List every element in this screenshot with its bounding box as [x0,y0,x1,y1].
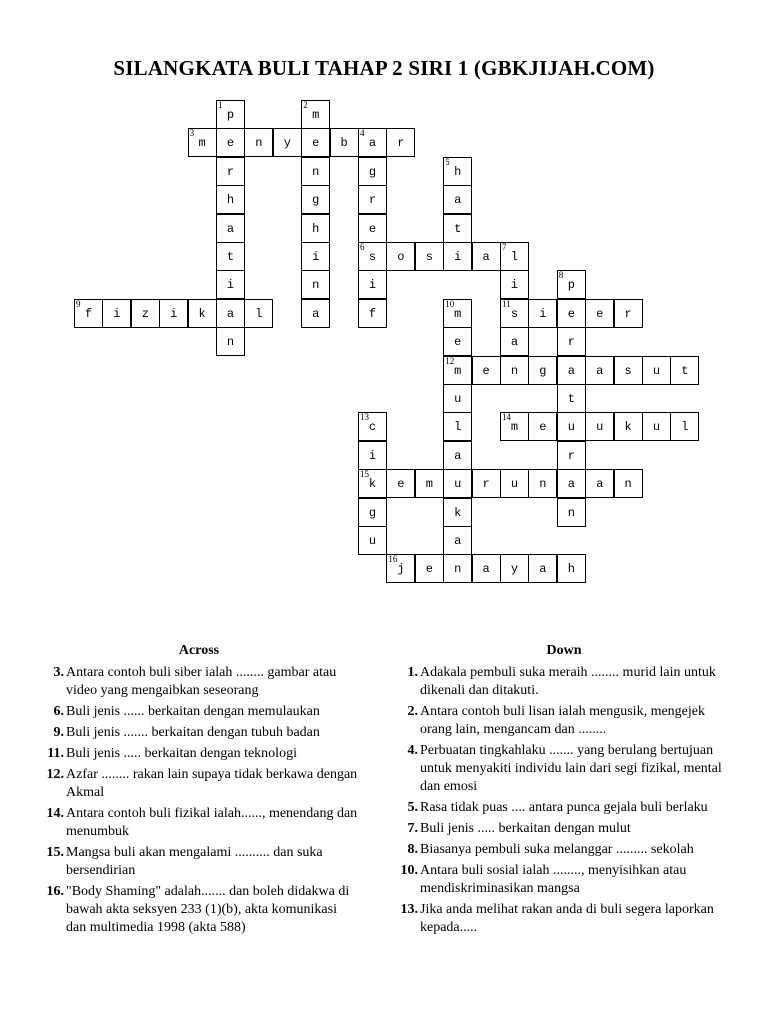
grid-cell [301,100,330,129]
cell-letter: u [567,420,575,435]
cell-letter: a [482,250,490,264]
cell-letter: n [624,477,632,492]
clue-item [394,841,734,859]
grid-cell [443,441,472,470]
cell-letter: g [368,164,377,179]
grid-cell [415,242,444,271]
cell-letter: e [539,420,547,435]
cell-letter: m [312,108,320,122]
grid-cell [557,356,586,385]
grid-cell [557,469,586,498]
grid-cell [301,299,330,328]
grid-cell [216,299,245,328]
clue-number: 2 [303,100,308,110]
cell-letter: g [312,193,320,208]
cell-letter: h [454,164,462,179]
cell-letter: n [539,477,547,492]
grid-cell [500,356,529,385]
grid-cell [500,469,529,498]
page-title: SILANGKATA BULI TAHAP 2 SIRI 1 (GBKJIJAH.COM) [113,56,655,80]
clue-item [40,805,358,841]
grid-cell [216,185,245,214]
clue-item [40,664,358,700]
grid-cell [500,299,529,328]
cell-letter: a [510,335,519,350]
clue-number: 12 [445,355,455,366]
grid-cell [557,441,586,470]
cell-letter: l [255,306,263,321]
grid-cell [244,299,273,328]
grid-cell [301,185,330,214]
cell-letter: c [368,420,377,435]
clue-item [40,724,358,742]
clue-item [394,742,734,796]
grid-cell [614,356,643,385]
cell-letter: o [397,250,405,264]
clue-number: 7 [502,242,507,252]
cell-letter: a [312,306,320,321]
grid-cell [557,270,586,299]
grid-cell [500,242,529,271]
grid-cell [301,128,330,157]
cell-letter: m [198,136,206,151]
clue-item-text: Jika anda melihat rakan anda di buli segera laporkan kepada..... [420,902,714,935]
cell-letter: u [596,420,604,435]
cell-letter: z [141,306,149,321]
cell-letter: n [312,278,320,293]
cell-letter: e [226,136,235,151]
clue-item [394,703,734,739]
grid-cell [472,242,501,271]
clue-item [394,901,734,937]
grid-cell [358,498,387,527]
grid-cell [131,299,160,328]
clue-item-number: 12. [46,767,64,782]
clue-item-text: Antara contoh buli siber ialah ........ gambar atau video yang mengaibkan seseorang [66,665,337,698]
grid-cell [500,554,529,583]
grid-cell [358,157,387,186]
grid-cell [159,299,188,328]
grid-cell [443,412,472,441]
grid-cell [358,214,387,243]
grid-cell [500,270,529,299]
cell-letter: n [226,335,235,350]
grid-cell [358,242,387,271]
cell-letter: p [567,278,575,293]
grid-cell [358,299,387,328]
clue-number: 16 [388,554,398,565]
cell-letter: y [510,562,519,577]
grid-cell [358,270,387,299]
cell-letter: e [482,363,490,378]
clue-number: 6 [360,242,365,252]
cell-letter: a [539,562,547,577]
cell-letter: a [567,477,575,492]
clue-item-text: Azfar ........ rakan lain supaya tidak berkawa dengan Akmal [66,767,358,800]
cell-letter: u [652,363,661,378]
grid-cell [216,242,245,271]
down-heading: Down [546,643,582,658]
grid-cell [528,356,557,385]
grid-cell [301,242,330,271]
cell-letter: s [425,250,433,264]
cell-letter: s [510,306,519,321]
clue-number: 3 [189,128,195,139]
clue-item [40,844,358,880]
clue-number: 1 [218,100,223,110]
cell-letter: a [454,193,462,208]
grid-cell [557,554,586,583]
grid-cell [188,299,217,328]
cell-letter: t [681,363,689,378]
clue-item-number: 15. [46,845,64,860]
clue-number: 4 [360,128,365,139]
cell-letter: h [567,562,575,577]
cell-letter: l [681,420,689,435]
down-clues [394,642,734,940]
clue-item-text: Buli jenis ..... berkaitan dengan teknologi [66,746,297,761]
clue-item-number: 13. [400,902,418,917]
cell-letter: e [425,562,433,577]
cell-letter: p [226,108,235,122]
clue-item-number: 6. [53,704,64,719]
cell-letter: u [454,392,462,406]
grid-cell [670,412,699,441]
clue-item-text: Antara contoh buli fizikal ialah......, menendang dan menumbuk [66,806,358,839]
grid-cell [386,128,415,157]
down-clue-list [394,664,734,937]
cell-letter: a [567,363,575,378]
grid-cell [614,469,643,498]
grid-cell [301,214,330,243]
grid-cell [557,498,586,527]
cell-letter: i [539,306,547,321]
cell-letter: g [539,363,547,378]
cell-letter: s [624,363,632,378]
cell-letter: u [454,477,462,492]
clue-item [40,703,358,721]
grid-cell [443,327,472,356]
clue-item-text: Buli jenis ..... berkaitan dengan mulut [420,821,631,836]
across-clue-list [40,664,358,937]
clue-item-number: 5. [407,800,418,815]
clue-number: 11 [502,298,511,309]
cell-letter: n [567,505,575,520]
grid-cell [528,412,557,441]
grid-cell [443,214,472,243]
grid-cell [244,128,273,157]
grid-cell [443,526,472,555]
clue-item-text: Biasanya pembuli suka melanggar ......... sekolah [420,842,694,857]
grid-cell [386,554,415,583]
cell-letter: n [510,363,519,378]
grid-cell [585,412,614,441]
clue-item-number: 16. [46,884,64,899]
grid-cell [301,270,330,299]
grid-cell [358,185,387,214]
cell-letter: e [454,335,462,350]
grid-cell [443,469,472,498]
grid-cell [216,214,245,243]
cell-letter: k [198,306,206,321]
cell-letter: u [368,534,377,548]
clue-item [40,766,358,802]
grid-cell [557,384,586,413]
clue-item [394,862,734,898]
clue-item-number: 14. [46,806,64,821]
grid-cell [358,469,387,498]
grid-cell [642,412,671,441]
cell-letter: i [368,448,377,463]
cell-letter: r [624,306,632,321]
cell-letter: a [226,306,235,321]
clue-item-number: 2. [407,704,418,719]
clue-number: 13 [360,412,369,423]
grid-cell [443,157,472,186]
grid-cell [642,356,671,385]
clue-number: 14 [502,412,511,423]
cell-letter: i [113,306,121,321]
clue-number: 9 [76,298,81,309]
clue-item [394,820,734,838]
cell-letter: i [170,306,178,321]
clue-item [394,664,734,700]
cell-letter: a [482,562,490,577]
cell-letter: j [397,562,405,577]
cell-letter: u [510,477,519,492]
cell-letter: e [567,306,575,321]
grid-cell [443,299,472,328]
cell-letter: i [454,250,462,264]
clue-number: 8 [558,270,564,281]
grid-cell [74,299,103,328]
grid-cell [216,327,245,356]
clue-item-number: 3. [53,665,64,680]
grid-cell [102,299,131,328]
clue-item [394,799,734,817]
cell-letter: a [368,136,377,151]
clue-number: 5 [445,156,450,167]
clue-item-text: Buli jenis ...... berkaitan dengan memulaukan [66,704,320,719]
grid-cell [358,526,387,555]
grid-cell [188,128,217,157]
clue-item-text: Rasa tidak puas .... antara punca gejala buli berlaku [420,800,708,815]
cell-letter: r [368,193,377,208]
clue-item-text: Antara buli sosial ialah ........, menyisihkan atau mendiskriminasikan mangsa [420,863,687,896]
grid-cell [415,469,444,498]
clue-number: 10 [445,298,455,309]
cell-letter: h [226,193,235,208]
grid-cell [443,242,472,271]
grid-cell [386,469,415,498]
grid-cell [358,128,387,157]
cell-letter: f [84,306,93,321]
across-clues [40,642,358,940]
cell-letter: k [368,477,377,492]
cell-letter: i [368,278,377,293]
grid-cell [358,412,387,441]
grid-cell [301,157,330,186]
cell-letter: g [368,505,377,520]
cell-letter: m [454,306,462,321]
cell-letter: y [283,136,291,151]
cell-letter: t [226,250,235,264]
clue-item-text: Perbuatan tingkahlaku ....... yang berulang bertujuan untuk menyakiti individu lain dari segi fizikal, mental dan emosi [420,743,722,794]
grid-cell [443,185,472,214]
grid-cell [443,554,472,583]
grid-cell [528,299,557,328]
cell-letter: n [454,562,462,577]
grid-cell [273,128,302,157]
cell-letter: s [368,250,377,264]
grid-cell [557,299,586,328]
cell-letter: k [454,505,462,520]
cell-letter: t [454,221,462,236]
cell-letter: i [510,278,519,293]
grid-cell [528,554,557,583]
clue-number: 15 [360,469,369,480]
grid-cell [472,356,501,385]
cell-letter: h [312,221,320,236]
cell-letter: e [397,477,405,492]
clue-item [40,745,358,763]
grid-cell [216,100,245,129]
grid-cell [585,469,614,498]
grid-cell [614,412,643,441]
cell-letter: r [397,136,405,151]
clue-item-number: 9. [53,725,64,740]
clue-item-number: 8. [407,842,418,857]
clue-item-number: 4. [407,743,418,758]
cell-letter: r [567,335,575,350]
grid-cell [585,299,614,328]
grid-cell [500,327,529,356]
grid-cell [330,128,359,157]
cell-letter: r [226,164,235,179]
grid-cell [472,554,501,583]
cell-letter: m [454,363,462,378]
grid-cell [528,469,557,498]
clue-item [40,883,358,937]
grid-cell [386,242,415,271]
grid-cell [216,270,245,299]
cell-letter: l [510,250,519,264]
cell-letter: f [368,306,377,321]
cell-letter: e [596,306,604,321]
cell-letter: a [596,363,604,378]
across-heading: Across [178,643,220,658]
clue-item-number: 7. [407,821,418,836]
clue-item-text: "Body Shaming" adalah....... dan boleh didakwa di bawah akta seksyen 233 (1)(b), akta komunikasi dan multimedia 1998 (akta 588) [66,884,350,935]
clue-item-number: 1. [407,665,418,680]
cell-letter: b [340,136,348,151]
clue-item-text: Adakala pembuli suka meraih ........ murid lain untuk dikenali dan ditakuti. [420,665,716,698]
cell-letter: n [312,164,320,179]
grid-cell [585,356,614,385]
clue-item-number: 10. [400,863,418,878]
cell-letter: a [226,221,235,236]
cell-letter: t [567,392,575,406]
cell-letter: m [510,420,519,435]
clue-item-text: Antara contoh buli lisan ialah mengusik, mengejek orang lain, mengancam dan ........ [420,704,705,737]
cell-letter: r [482,477,490,492]
cell-letter: e [312,136,320,151]
grid-cell [557,327,586,356]
grid-cell [415,554,444,583]
grid-cell [216,128,245,157]
cell-letter: r [567,448,575,463]
grid-cell [500,412,529,441]
clue-item-text: Buli jenis ....... berkaitan dengan tubuh badan [66,725,320,740]
cell-letter: a [454,448,462,463]
grid-cell [216,157,245,186]
cell-letter: i [312,250,320,264]
grid-cell [443,356,472,385]
cell-letter: u [652,420,661,435]
cell-letter: i [226,278,235,293]
grid-cell [472,469,501,498]
grid-cell [443,384,472,413]
cell-letter: k [624,420,632,435]
cell-letter: e [368,221,377,236]
cell-letter: a [596,477,604,492]
clue-item-number: 11. [47,746,64,761]
grid-cell [358,441,387,470]
grid-cell [614,299,643,328]
grid-cell [557,412,586,441]
cell-letter: m [425,477,433,492]
clue-item-text: Mangsa buli akan mengalami .......... dan suka bersendirian [66,845,323,878]
grid-cell [443,498,472,527]
cell-letter: n [255,136,263,151]
cell-letter: a [454,534,462,548]
cell-letter: l [454,420,462,435]
grid-cell [670,356,699,385]
